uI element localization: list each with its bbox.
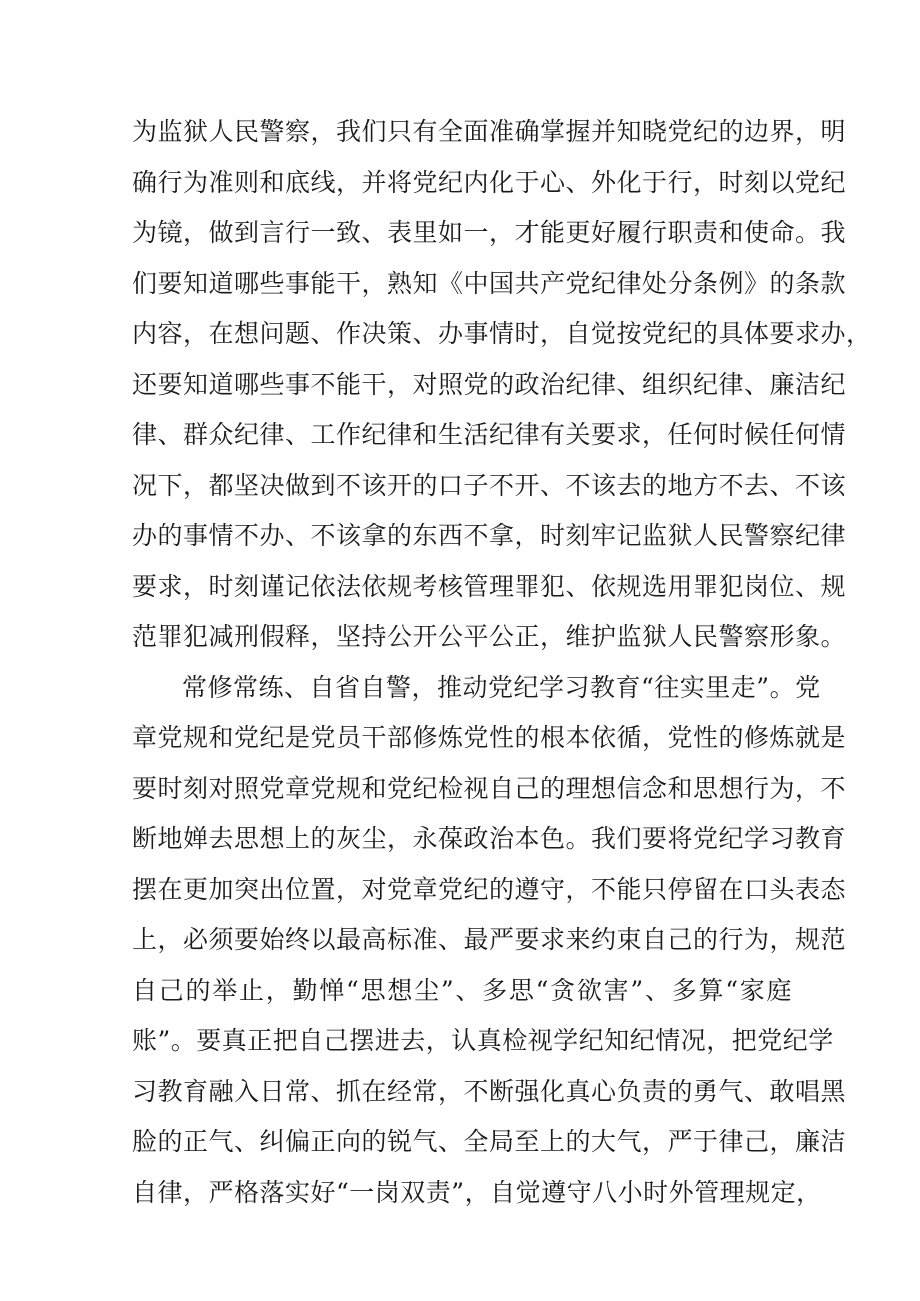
paragraph-1 <box>132 107 872 663</box>
paragraph-1-line: 为监狱人民警察，我们只有全面准确掌握并知晓党纪的边界，明 <box>132 117 847 146</box>
paragraph-1-line: 律、群众纪律、工作纪律和生活纪律有关要求，任何时候任何情 <box>132 420 847 449</box>
body-text <box>132 107 872 1218</box>
paragraph-2-line: 自己的举止，勤惮“思想尘”、多思“贪欲害”、多算“家庭 <box>132 975 792 1005</box>
paragraph-2-line: 脸的正气、纠偏正向的锐气、全局至上的大气，严于律己，廉洁 <box>132 1127 847 1156</box>
paragraph-2-line: 章党规和党纪是党员干部修炼党性的根本依循，党性的修炼就是 <box>132 723 847 752</box>
paragraph-2-line: 习教育融入日常、抓在经常，不断强化真心负责的勇气、敢唱黑 <box>132 1076 847 1106</box>
paragraph-2-line: 摆在更加突出位置，对党章党纪的遵守，不能只停留在口头表态 <box>132 874 847 904</box>
paragraph-1-line: 办的事情不办、不该拿的东西不拿，时刻牢记监狱人民警察纪律 <box>132 521 847 550</box>
paragraph-2-line: 自律，严格落实好“一岗双责”，自觉遵守八小时外管理规定， <box>132 1177 822 1207</box>
paragraph-1-line: 们要知道哪些事能干，熟知《中国共产党纪律处分条例》的条款 <box>132 268 847 298</box>
paragraph-2 <box>132 663 847 1219</box>
paragraph-2-line: 账”。要真正把自己摆进去，认真检视学纪知纪情况，把党纪学 <box>132 1026 834 1055</box>
paragraph-1-line: 范罪犯减刑假释，坚持公开公平公正，维护监狱人民警察形象。 <box>132 622 847 651</box>
paragraph-1-line: 还要知道哪些事不能干，对照党的政治纪律、组织纪律、廉洁纪 <box>132 369 847 399</box>
paragraph-2-line: 要时刻对照党章党规和党纪检视自己的理想信念和思想行为，不 <box>132 773 847 803</box>
paragraph-1-line: 况下，都坚决做到不该开的口子不开、不该去的地方不去、不该 <box>132 470 847 500</box>
paragraph-1-line: 确行为准则和底线，并将党纪内化于心、外化于行，时刻以党纪 <box>132 167 847 197</box>
paragraph-2-line: 断地婵去思想上的灰尘，永葆政治本色。我们要将党纪学习教育 <box>132 824 847 853</box>
paragraph-1-line: 要求，时刻谨记依法依规考核管理罪犯、依规选用罪犯岗位、规 <box>132 571 847 601</box>
paragraph-1-line: 为镜，做到言行一致、表里如一，才能更好履行职责和使命。我 <box>132 218 847 247</box>
paragraph-2-line: 常修常练、自省自警，推动党纪学习教育“往实里走”。党 <box>182 672 821 702</box>
paragraph-2-line: 上，必须要始终以最高标准、最严要求来约束自己的行为，规范 <box>132 925 847 954</box>
paragraph-1-line: 内容，在想问题、作决策、办事情时，自觉按党纪的具体要求办， <box>132 319 872 348</box>
